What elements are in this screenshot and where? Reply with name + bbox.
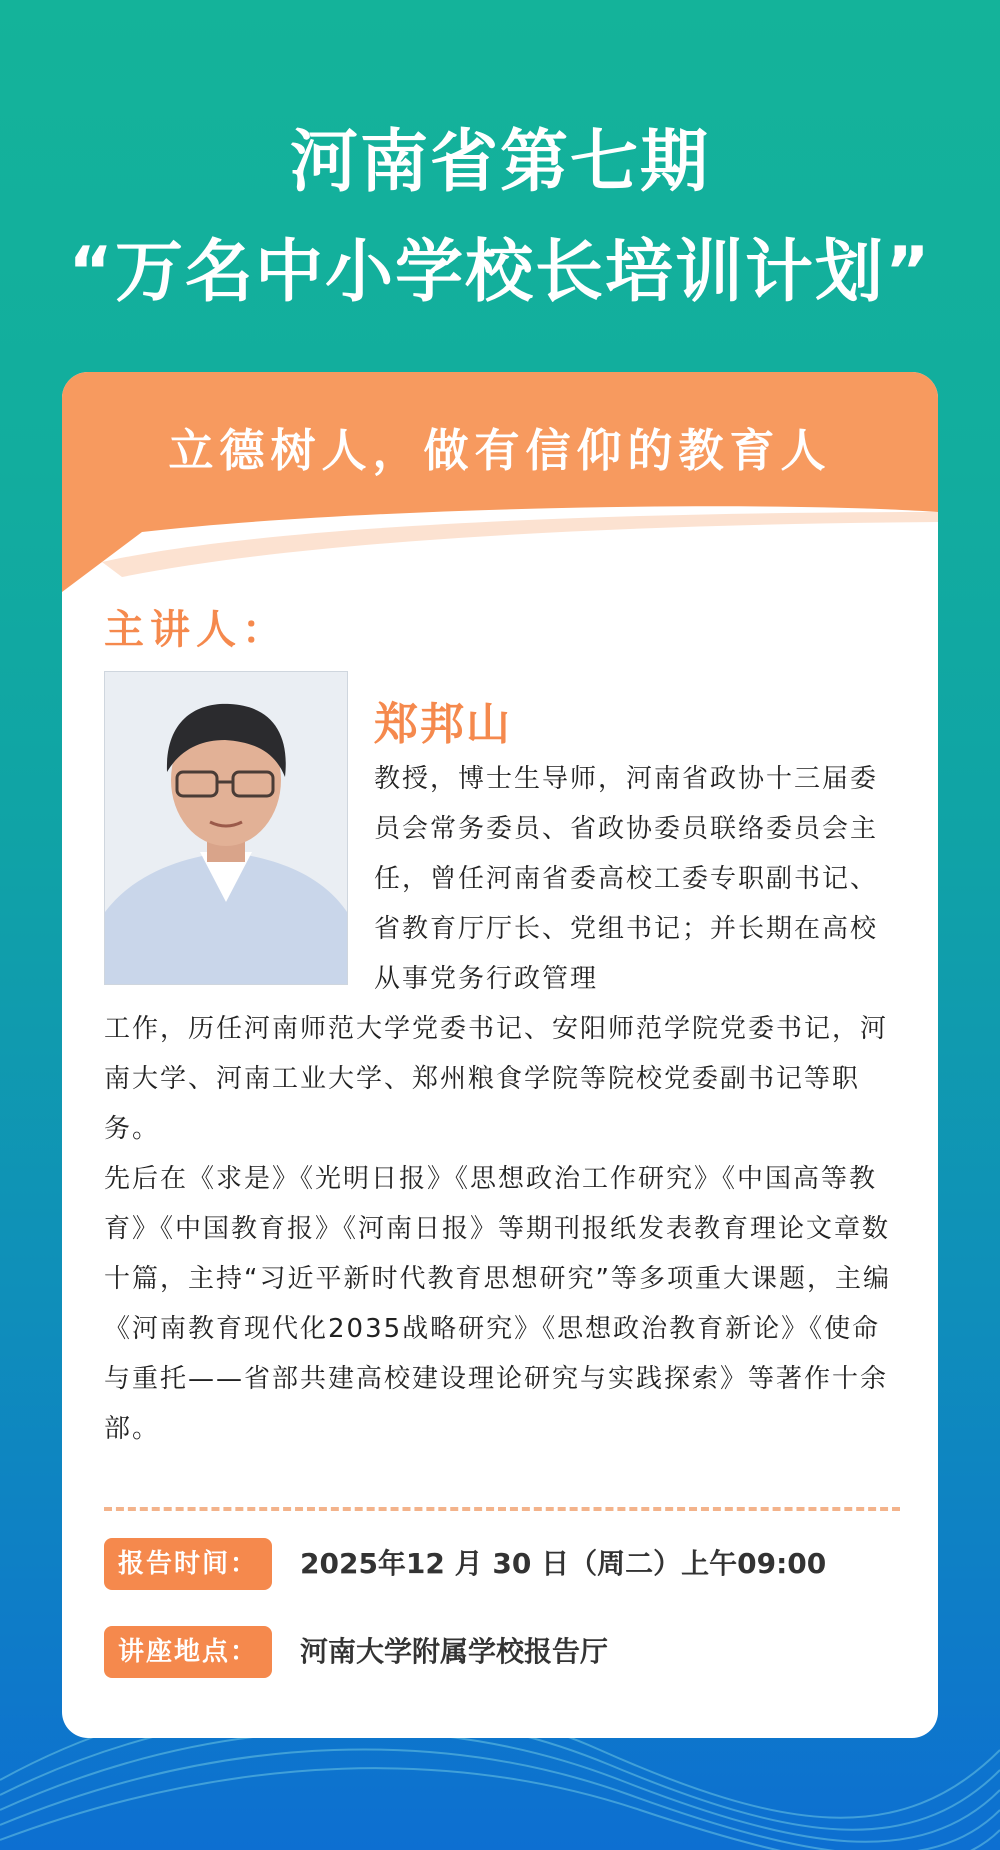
venue-label: 讲座地点：	[104, 1626, 272, 1678]
speaker-publications: 先后在《求是》《光明日报》《思想政治工作研究》《中国高等教育》《中国教育报》《河南日报》等期刊报纸发表教育理论文章数十篇，主持“习近平新时代教育思想研究”等多项重大课题，主编《河南教育现代化2035战略研究》《思想政治教育新论》《使命与重托——省部共建高校建设理论研究与实践探索》等著作十余部。	[104, 1164, 891, 1444]
speaker-name: 郑邦山	[374, 699, 512, 750]
report-time-value: 2025年12 月 30 日（周二）上午09:00	[300, 1547, 827, 1580]
page-title-line-1: 河南省第七期	[289, 123, 710, 202]
venue-value: 河南大学附属学校报告厅	[300, 1635, 609, 1668]
speaker-label: 主讲人：	[104, 607, 288, 653]
speaker-bio-continued: 工作，历任河南师范大学党委书记、安阳师范学院党委书记，河南大学、河南工业大学、郑州粮食学院等院校党委副书记等职务。	[104, 1014, 889, 1144]
speaker-card	[62, 372, 938, 1738]
report-time-label: 报告时间：	[104, 1538, 272, 1590]
page-title-line-2: “万名中小学校长培训计划”	[68, 233, 932, 312]
speaker-photo	[104, 671, 348, 985]
card-header	[62, 372, 938, 592]
header-ribbon	[62, 372, 938, 592]
dashed-divider	[104, 1507, 900, 1511]
lecture-theme: 立德树人，做有信仰的教育人	[168, 424, 832, 477]
speaker-bio-intro: 教授，博士生导师，河南省政协十三届委员会常务委员、省政协委员联络委员会主任，曾任河南省委高校工委专职副书记、省教育厅厅长、党组书记；并长期在高校从事党务行政管理	[374, 764, 879, 994]
